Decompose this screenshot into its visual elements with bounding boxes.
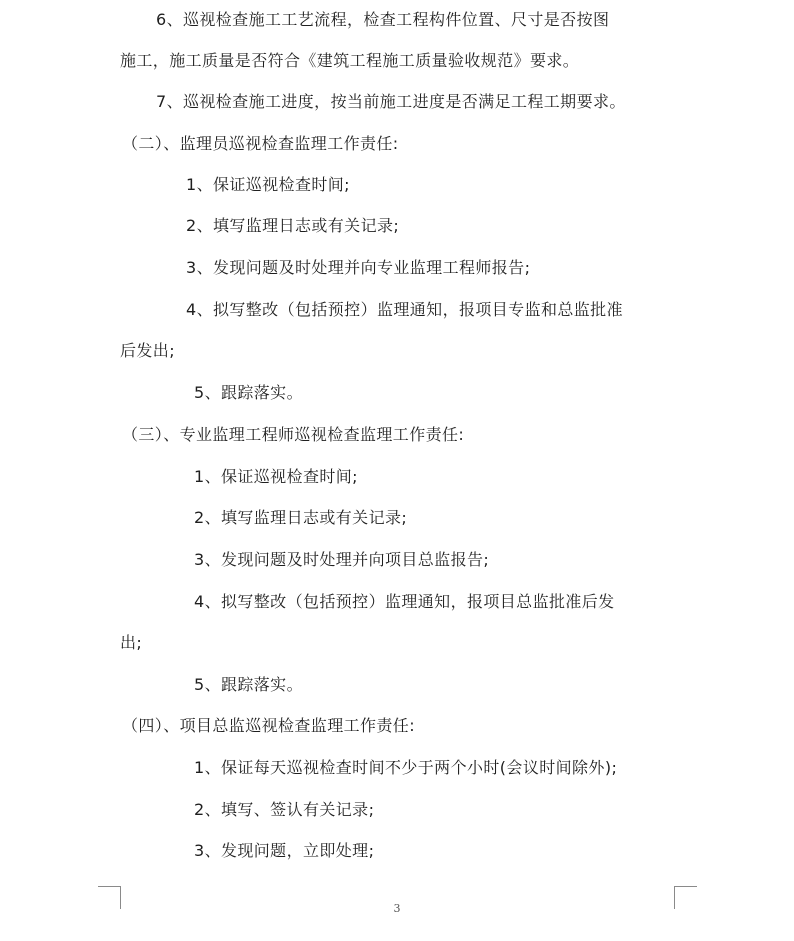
section-2-item-4-line-2: 后发出; [120, 341, 175, 360]
left-margin-corner-mark [98, 886, 121, 909]
section-2-item-4-line-1: 4、拟写整改（包括预控）监理通知，报项目专监和总监批准 [186, 300, 623, 319]
paragraph-item-6-line-1: 6、巡视检查施工工艺流程，检查工程构件位置、尺寸是否按图 [156, 10, 610, 29]
section-heading-4: （四）、项目总监巡视检查监理工作责任: [122, 716, 415, 735]
section-3-item-1: 1、保证巡视检查时间; [194, 467, 358, 486]
section-heading-3: （三）、专业监理工程师巡视检查监理工作责任: [122, 425, 465, 444]
section-4-item-1: 1、保证每天巡视检查时间不少于两个小时(会议时间除外); [194, 758, 618, 777]
section-3-item-3: 3、发现问题及时处理并向项目总监报告; [194, 550, 490, 569]
section-3-item-5: 5、跟踪落实。 [194, 675, 303, 694]
section-2-item-1: 1、保证巡视检查时间; [186, 175, 350, 194]
section-4-item-2: 2、填写、签认有关记录; [194, 800, 375, 819]
section-heading-2: （二）、监理员巡视检查监理工作责任: [122, 134, 399, 153]
section-4-item-3: 3、发现问题，立即处理; [194, 841, 375, 860]
section-2-item-3: 3、发现问题及时处理并向专业监理工程师报告; [186, 258, 531, 277]
right-margin-corner-mark [674, 886, 697, 909]
section-3-item-4-line-2: 出; [120, 633, 143, 652]
section-2-item-2: 2、填写监理日志或有关记录; [186, 216, 400, 235]
section-3-item-4-line-1: 4、拟写整改（包括预控）监理通知，报项目总监批准后发 [194, 592, 615, 611]
paragraph-item-7: 7、巡视检查施工进度，按当前施工进度是否满足工程工期要求。 [156, 92, 626, 111]
section-2-item-5: 5、跟踪落实。 [194, 383, 303, 402]
page-number: 3 [393, 902, 401, 915]
paragraph-item-6-line-2: 施工，施工质量是否符合《建筑工程施工质量验收规范》要求。 [120, 51, 580, 70]
section-3-item-2: 2、填写监理日志或有关记录; [194, 508, 408, 527]
